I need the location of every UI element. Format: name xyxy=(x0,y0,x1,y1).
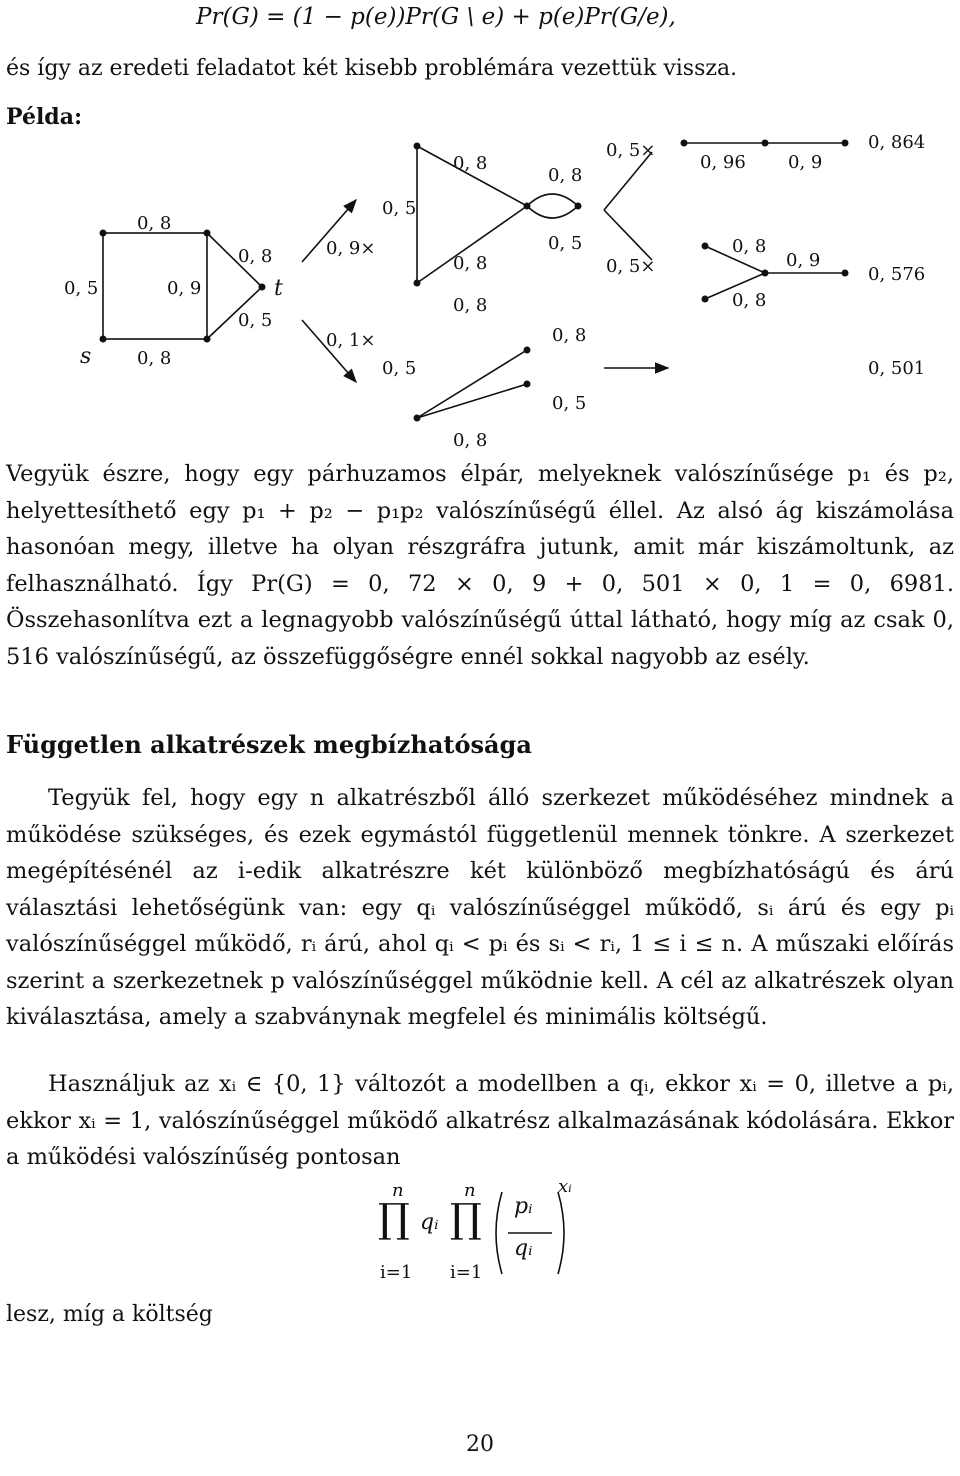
edge-label: 0, 8 xyxy=(453,153,488,174)
edge-label: 0, 5 xyxy=(552,393,587,414)
section-title: Független alkatrészek megbízhatósága xyxy=(6,730,532,759)
edge-label: 0, 5 xyxy=(382,198,417,219)
edge-label: 0, 8 xyxy=(552,325,587,346)
vertex-s: s xyxy=(80,344,92,369)
paragraph-components: Tegyük fel, hogy egy n alkatrészből álló szerkezet működéséhez mindnek a működése szükséges, és ezek egymástól függetlenül mennek tönkre. A szerkezet megépítésénél az i-edik alkatrészre két különböző megbízhatóságú és árú választási lehetőségünk van: egy qᵢ valószínűséggel működő, sᵢ árú és egy pᵢ valószínűséggel működő, rᵢ árú, ahol qᵢ < pᵢ és sᵢ < rᵢ, 1 ≤ i ≤ n. A műszaki előírás szerint a szerkezetnek p valószínűséggel működnie kell. A cél az alkatrészek olyan kiválasztása, amely a szabványnak megfelel és minimális költségű. xyxy=(6,785,954,1030)
edge-label: 0, 9 xyxy=(788,152,823,173)
exponent: xᵢ xyxy=(558,1176,572,1197)
edge-label: 0, 8 xyxy=(548,165,583,186)
example-label: Példa: xyxy=(6,104,83,130)
edge-label: 0, 5 xyxy=(548,233,583,254)
paragraph-variables: Használjuk az xᵢ ∈ {0, 1} változót a modellben a qᵢ, ekkor xᵢ = 0, illetve a pᵢ, ekkor xᵢ = 1, valószínűséggel működő alkatrész alkalmazásának kódolására. Ekkor a működési valószínűség pontosan xyxy=(6,1071,954,1170)
edge-label: 0, 8 xyxy=(137,348,172,369)
prod-symbol: ∏ xyxy=(450,1196,482,1242)
edge-label: 0, 5× xyxy=(606,140,656,161)
result-value: 0, 576 xyxy=(868,264,926,285)
edge-label: 0, 8 xyxy=(238,246,273,267)
edge-label: 0, 96 xyxy=(700,152,746,173)
result-value: 0, 864 xyxy=(868,132,926,153)
frac-denominator: qᵢ xyxy=(514,1236,533,1261)
edge-label: 0, 8 xyxy=(732,290,767,311)
edge-label: 0, 1× xyxy=(326,330,376,351)
top-formula: Pr(G) = (1 − p(e))Pr(G \ e) + p(e)Pr(G/e), xyxy=(196,4,676,30)
q-term: qᵢ xyxy=(420,1210,439,1235)
product-formula xyxy=(372,1176,612,1290)
edge-label: 0, 9 xyxy=(786,250,821,271)
edge-label: 0, 8 xyxy=(453,253,488,274)
prod-symbol: ∏ xyxy=(378,1196,410,1242)
edge-label: 0, 8 xyxy=(732,236,767,257)
edge-label: 0, 9 xyxy=(167,278,202,299)
edge-label: 0, 8 xyxy=(453,295,488,316)
closing-line: lesz, míg a költség xyxy=(6,1302,213,1327)
edge-label: 0, 5 xyxy=(238,310,273,331)
prod-lower: i=1 xyxy=(380,1262,413,1283)
edge-label: 0, 5 xyxy=(64,278,99,299)
paragraph-parallel-edges: Vegyük észre, hogy egy párhuzamos élpár, melyeknek valószínűsége p₁ és p₂, helyettesíthető egy p₁ + p₂ − p₁p₂ valószínűségű éllel. Az alsó ág kiszámolása hasonóan megy, illetve ha olyan részgráfra jutunk, amit már kiszámoltunk, az felhasználható. Így Pr(G) = 0, 72 × 0, 9 + 0, 501 × 0, 1 = 0, 6981. Összehasonlítva ezt a legnagyobb valószínűségű úttal látható, hogy míg az csak 0, 516 valószínűségű, az összefüggőségre ennél sokkal nagyobb az esély. xyxy=(6,461,954,670)
result-value: 0, 501 xyxy=(868,358,926,379)
edge-label: 0, 8 xyxy=(453,430,488,451)
graph-figure xyxy=(0,0,960,460)
edge-label: 0, 5 xyxy=(382,358,417,379)
fraction-parens xyxy=(492,1188,582,1278)
prod-upper: n xyxy=(464,1180,476,1201)
prod-lower: i=1 xyxy=(450,1262,483,1283)
edge-label: 0, 9× xyxy=(326,238,376,259)
edge-label: 0, 8 xyxy=(137,213,172,234)
prod-upper: n xyxy=(392,1180,404,1201)
intro-line: és így az eredeti feladatot két kisebb problémára vezettük vissza. xyxy=(6,56,738,81)
edge-label: 0, 5× xyxy=(606,256,656,277)
frac-numerator: pᵢ xyxy=(514,1194,533,1219)
vertex-t: t xyxy=(274,276,283,301)
page-number: 20 xyxy=(466,1432,494,1457)
